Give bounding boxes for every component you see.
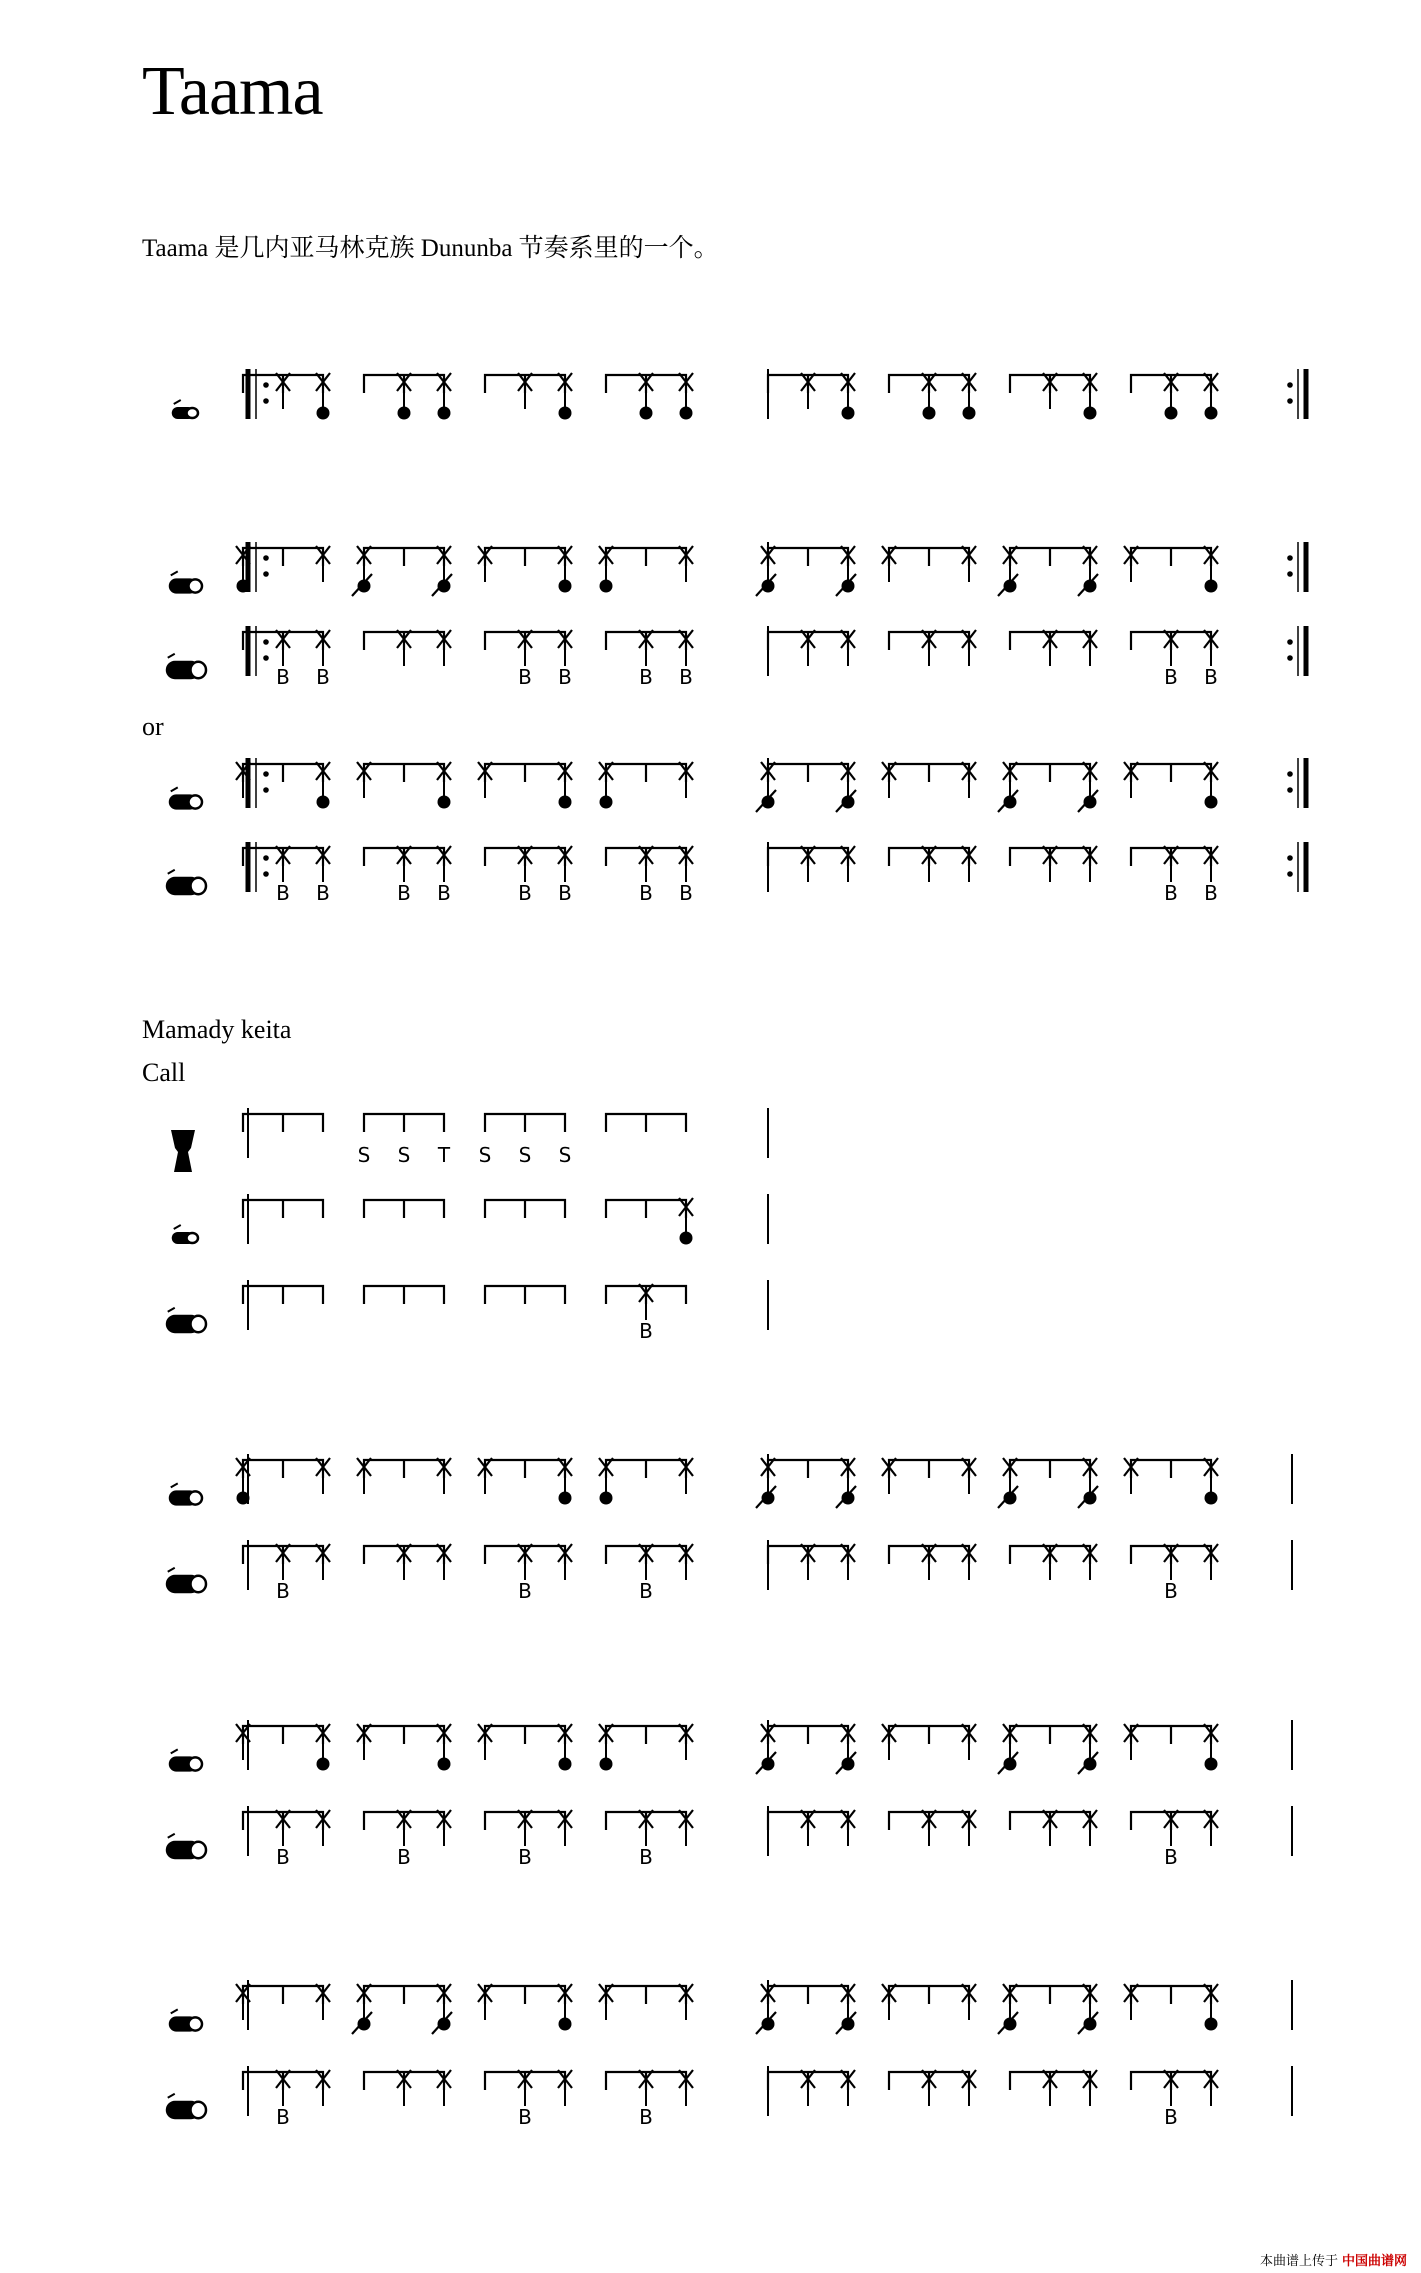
sangban-beat-beam xyxy=(243,1460,323,1478)
djembe-stroke-label: S xyxy=(558,1143,572,1167)
open-stroke-dot xyxy=(438,407,451,420)
repeat-dot xyxy=(1287,571,1293,577)
open-stroke-dot xyxy=(398,407,411,420)
repeat-dot xyxy=(263,771,269,777)
kenkeni-beat-beam xyxy=(606,1200,686,1218)
sangban-beat-beam xyxy=(1131,1460,1211,1478)
dununba-beat-beam xyxy=(243,1286,323,1304)
bass-stroke-label: B xyxy=(1164,1579,1178,1603)
dununba-drum-stick xyxy=(168,2094,175,2098)
open-stroke-dot xyxy=(1205,580,1218,593)
sangban-beat-beam xyxy=(243,1726,323,1744)
djembe-beat-beam xyxy=(364,1114,444,1132)
open-stroke-dot xyxy=(1205,407,1218,420)
repeat-dot xyxy=(1287,771,1293,777)
dununba-drum-stick xyxy=(168,654,175,658)
dununba-drum-head xyxy=(191,662,207,678)
open-stroke-dot xyxy=(559,2018,572,2031)
sangban-beat-beam xyxy=(485,548,565,566)
page-title: Taama xyxy=(142,53,323,130)
dununba-drum-stick xyxy=(168,1568,175,1572)
djembe-stroke-label: S xyxy=(518,1143,532,1167)
bass-stroke-label: B xyxy=(437,881,451,905)
open-stroke-dot xyxy=(237,1492,250,1505)
sangban-beat-beam xyxy=(364,548,444,566)
sangban-beat-beam xyxy=(243,764,323,782)
bass-stroke-label: B xyxy=(679,665,693,689)
open-stroke-dot xyxy=(640,407,653,420)
open-stroke-dot xyxy=(842,407,855,420)
open-stroke-dot xyxy=(559,580,572,593)
sangban-beat-beam xyxy=(768,548,848,566)
open-stroke-dot xyxy=(317,1758,330,1771)
sangban-drum-head xyxy=(189,795,203,808)
repeat-dot xyxy=(263,555,269,561)
sangban-beat-beam xyxy=(1131,548,1211,566)
open-stroke-dot xyxy=(317,407,330,420)
open-stroke-dot xyxy=(600,580,613,593)
repeat-dot xyxy=(1287,787,1293,793)
repeat-dot xyxy=(263,571,269,577)
sangban-beat-beam xyxy=(889,1460,969,1478)
bass-stroke-label: B xyxy=(1204,665,1218,689)
sangban-beat-beam xyxy=(606,548,686,566)
sangban-beat-beam xyxy=(243,548,323,566)
sangban-beat-beam xyxy=(364,1726,444,1744)
kenkeni-drum-stick xyxy=(174,400,181,404)
dununba-drum-stick xyxy=(168,870,175,874)
kenkeni-drum-head xyxy=(187,1233,199,1243)
open-stroke-dot xyxy=(680,407,693,420)
repeat-dot xyxy=(263,382,269,388)
dununba-drum-head xyxy=(191,1576,207,1592)
footer-site-name: 中国曲谱网 xyxy=(1341,2254,1407,2269)
repeat-dot xyxy=(1287,639,1293,645)
dununba-drum-head xyxy=(191,1316,207,1332)
repeat-dot xyxy=(263,871,269,877)
bass-stroke-label: B xyxy=(316,665,330,689)
sangban-drum-stick xyxy=(171,1749,178,1753)
bass-stroke-label: B xyxy=(276,665,290,689)
sangban-beat-beam xyxy=(768,1986,848,2004)
open-stroke-dot xyxy=(438,796,451,809)
bass-stroke-label: B xyxy=(558,881,572,905)
open-stroke-dot xyxy=(559,796,572,809)
djembe-beat-beam xyxy=(606,1114,686,1132)
kenkeni-beat-beam xyxy=(485,1200,565,1218)
bass-stroke-label: B xyxy=(679,881,693,905)
bass-stroke-label: B xyxy=(639,1579,653,1603)
bass-stroke-label: B xyxy=(639,1845,653,1869)
sangban-drum-head xyxy=(189,1491,203,1504)
bass-stroke-label: B xyxy=(639,665,653,689)
open-stroke-dot xyxy=(600,796,613,809)
bass-stroke-label: B xyxy=(518,1845,532,1869)
open-stroke-dot xyxy=(1084,407,1097,420)
kenkeni-drum-head xyxy=(187,408,199,418)
bass-stroke-label: B xyxy=(518,2105,532,2129)
or-label: or xyxy=(142,712,164,741)
sangban-beat-beam xyxy=(889,1726,969,1744)
bass-stroke-label: B xyxy=(639,1319,653,1343)
open-stroke-dot xyxy=(923,407,936,420)
open-stroke-dot xyxy=(963,407,976,420)
kenkeni-beat-beam xyxy=(364,1200,444,1218)
footer-credit xyxy=(1260,2250,1407,2269)
repeat-dot xyxy=(263,855,269,861)
sangban-drum-head xyxy=(189,1757,203,1770)
sangban-beat-beam xyxy=(768,1460,848,1478)
sangban-beat-beam xyxy=(1131,1726,1211,1744)
bass-stroke-label: B xyxy=(639,2105,653,2129)
bass-stroke-label: B xyxy=(518,665,532,689)
repeat-dot xyxy=(1287,855,1293,861)
sangban-drum-head xyxy=(189,579,203,592)
sangban-beat-beam xyxy=(606,1986,686,2004)
open-stroke-dot xyxy=(317,796,330,809)
intro-text: Taama 是几内亚马林克族 Dununba 节奏系里的一个。 xyxy=(142,235,719,262)
sangban-beat-beam xyxy=(606,1726,686,1744)
repeat-dot xyxy=(1287,871,1293,877)
repeat-dot xyxy=(1287,398,1293,404)
sangban-beat-beam xyxy=(889,1986,969,2004)
djembe-beat-beam xyxy=(243,1114,323,1132)
sangban-beat-beam xyxy=(364,1460,444,1478)
bass-stroke-label: B xyxy=(639,881,653,905)
sangban-beat-beam xyxy=(1010,764,1090,782)
repeat-dot xyxy=(263,655,269,661)
djembe-stroke-label: T xyxy=(437,1143,451,1167)
sangban-beat-beam xyxy=(485,1986,565,2004)
dununba-drum-head xyxy=(191,1842,207,1858)
repeat-dot xyxy=(263,787,269,793)
sangban-beat-beam xyxy=(1010,1460,1090,1478)
sangban-drum-stick xyxy=(171,571,178,575)
open-stroke-dot xyxy=(1205,796,1218,809)
dununba-beat-beam xyxy=(485,1286,565,1304)
open-stroke-dot xyxy=(237,580,250,593)
open-stroke-dot xyxy=(1165,407,1178,420)
dununba-drum-head xyxy=(191,2102,207,2118)
sangban-beat-beam xyxy=(364,1986,444,2004)
sangban-beat-beam xyxy=(1131,764,1211,782)
footer-upload-text: 本曲谱上传于 xyxy=(1259,2254,1338,2269)
open-stroke-dot xyxy=(600,1758,613,1771)
sangban-beat-beam xyxy=(889,764,969,782)
sangban-beat-beam xyxy=(364,764,444,782)
bass-stroke-label: B xyxy=(1164,2105,1178,2129)
open-stroke-dot xyxy=(1205,2018,1218,2031)
sangban-beat-beam xyxy=(1010,1726,1090,1744)
djembe-stroke-label: S xyxy=(478,1143,492,1167)
bass-stroke-label: B xyxy=(518,1579,532,1603)
open-stroke-dot xyxy=(559,1492,572,1505)
bass-stroke-label: B xyxy=(1204,881,1218,905)
repeat-dot xyxy=(1287,655,1293,661)
dununba-drum-stick xyxy=(168,1308,175,1312)
djembe-stroke-label: S xyxy=(357,1143,371,1167)
djembe-icon xyxy=(171,1130,195,1172)
call-label: Call xyxy=(142,1058,186,1087)
sangban-beat-beam xyxy=(1131,1986,1211,2004)
repeat-dot xyxy=(1287,382,1293,388)
bass-stroke-label: B xyxy=(276,1845,290,1869)
dununba-drum-head xyxy=(191,878,207,894)
sangban-beat-beam xyxy=(243,1986,323,2004)
bass-stroke-label: B xyxy=(1164,881,1178,905)
sangban-beat-beam xyxy=(485,1460,565,1478)
open-stroke-dot xyxy=(1205,1492,1218,1505)
sangban-beat-beam xyxy=(768,764,848,782)
bass-stroke-label: B xyxy=(558,665,572,689)
bass-stroke-label: B xyxy=(1164,665,1178,689)
sangban-beat-beam xyxy=(485,764,565,782)
bass-stroke-label: B xyxy=(518,881,532,905)
open-stroke-dot xyxy=(559,407,572,420)
sangban-drum-stick xyxy=(171,1483,178,1487)
sangban-drum-stick xyxy=(171,2009,178,2013)
sangban-beat-beam xyxy=(1010,548,1090,566)
author-name: Mamady keita xyxy=(142,1015,292,1044)
sangban-beat-beam xyxy=(889,548,969,566)
sangban-drum-head xyxy=(189,2017,203,2030)
bass-stroke-label: B xyxy=(316,881,330,905)
sangban-beat-beam xyxy=(606,1460,686,1478)
repeat-dot xyxy=(263,398,269,404)
bass-stroke-label: B xyxy=(276,1579,290,1603)
dununba-beat-beam xyxy=(364,1286,444,1304)
sangban-beat-beam xyxy=(1010,1986,1090,2004)
bass-stroke-label: B xyxy=(397,1845,411,1869)
open-stroke-dot xyxy=(600,1492,613,1505)
kenkeni-beat-beam xyxy=(243,1200,323,1218)
bass-stroke-label: B xyxy=(276,881,290,905)
sangban-drum-stick xyxy=(171,787,178,791)
djembe-stroke-label: S xyxy=(397,1143,411,1167)
open-stroke-dot xyxy=(438,1758,451,1771)
sangban-beat-beam xyxy=(768,1726,848,1744)
sangban-beat-beam xyxy=(606,764,686,782)
sangban-beat-beam xyxy=(485,1726,565,1744)
open-stroke-dot xyxy=(559,1758,572,1771)
open-stroke-dot xyxy=(680,1232,693,1245)
dununba-drum-stick xyxy=(168,1834,175,1838)
repeat-dot xyxy=(263,639,269,645)
kenkeni-drum-stick xyxy=(174,1225,181,1229)
open-stroke-dot xyxy=(1205,1758,1218,1771)
djembe-beat-beam xyxy=(485,1114,565,1132)
bass-stroke-label: B xyxy=(397,881,411,905)
bass-stroke-label: B xyxy=(1164,1845,1178,1869)
repeat-dot xyxy=(1287,555,1293,561)
bass-stroke-label: B xyxy=(276,2105,290,2129)
